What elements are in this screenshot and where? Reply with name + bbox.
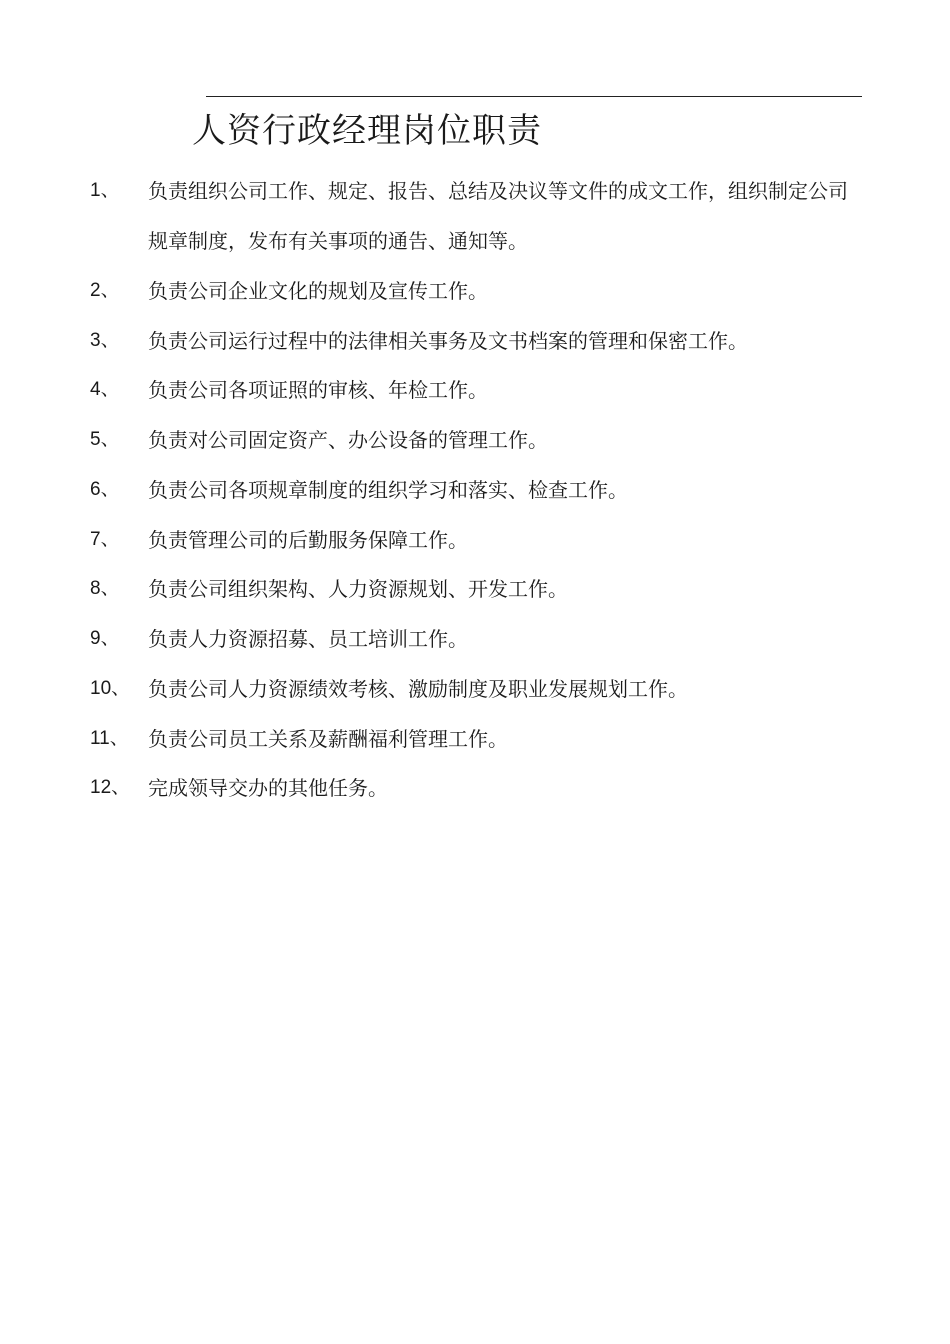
item-text: 负责公司各项证照的审核、年检工作。	[148, 378, 488, 402]
item-text: 负责公司员工关系及薪酬福利管理工作。	[148, 727, 508, 751]
item-number: 12、	[90, 777, 131, 798]
item-text: 负责对公司固定资产、办公设备的管理工作。	[148, 428, 548, 452]
item-text: 负责公司企业文化的规划及宣传工作。	[148, 279, 488, 303]
item-number: 11、	[90, 728, 129, 749]
header-rule	[206, 96, 862, 97]
item-number: 4、	[90, 379, 120, 400]
item-text: 负责公司各项规章制度的组织学习和落实、检查工作。	[148, 478, 628, 502]
item-number: 1、	[90, 180, 120, 201]
item-text: 负责公司人力资源绩效考核、激励制度及职业发展规划工作。	[148, 677, 688, 701]
page-title: 人资行政经理岗位职责	[192, 111, 542, 151]
item-text: 完成领导交办的其他任务。	[148, 776, 388, 800]
item-number: 3、	[90, 330, 120, 351]
item-text: 负责人力资源招募、员工培训工作。	[148, 627, 468, 651]
item-text: 负责公司组织架构、人力资源规划、开发工作。	[148, 577, 568, 601]
item-number: 10、	[90, 678, 131, 699]
item-text: 负责管理公司的后勤服务保障工作。	[148, 528, 468, 552]
item-number: 6、	[90, 479, 120, 500]
item-number: 2、	[90, 280, 120, 301]
item-text: 负责公司运行过程中的法律相关事务及文书档案的管理和保密工作。	[148, 329, 748, 353]
item-number: 9、	[90, 628, 120, 649]
item-number: 5、	[90, 429, 120, 450]
item-number: 7、	[90, 529, 120, 550]
item-text: 负责组织公司工作、规定、报告、总结及决议等文件的成文工作，组织制定公司规章制度，发布有关事项的通告、通知等。	[148, 179, 848, 253]
item-number: 8、	[90, 578, 120, 599]
